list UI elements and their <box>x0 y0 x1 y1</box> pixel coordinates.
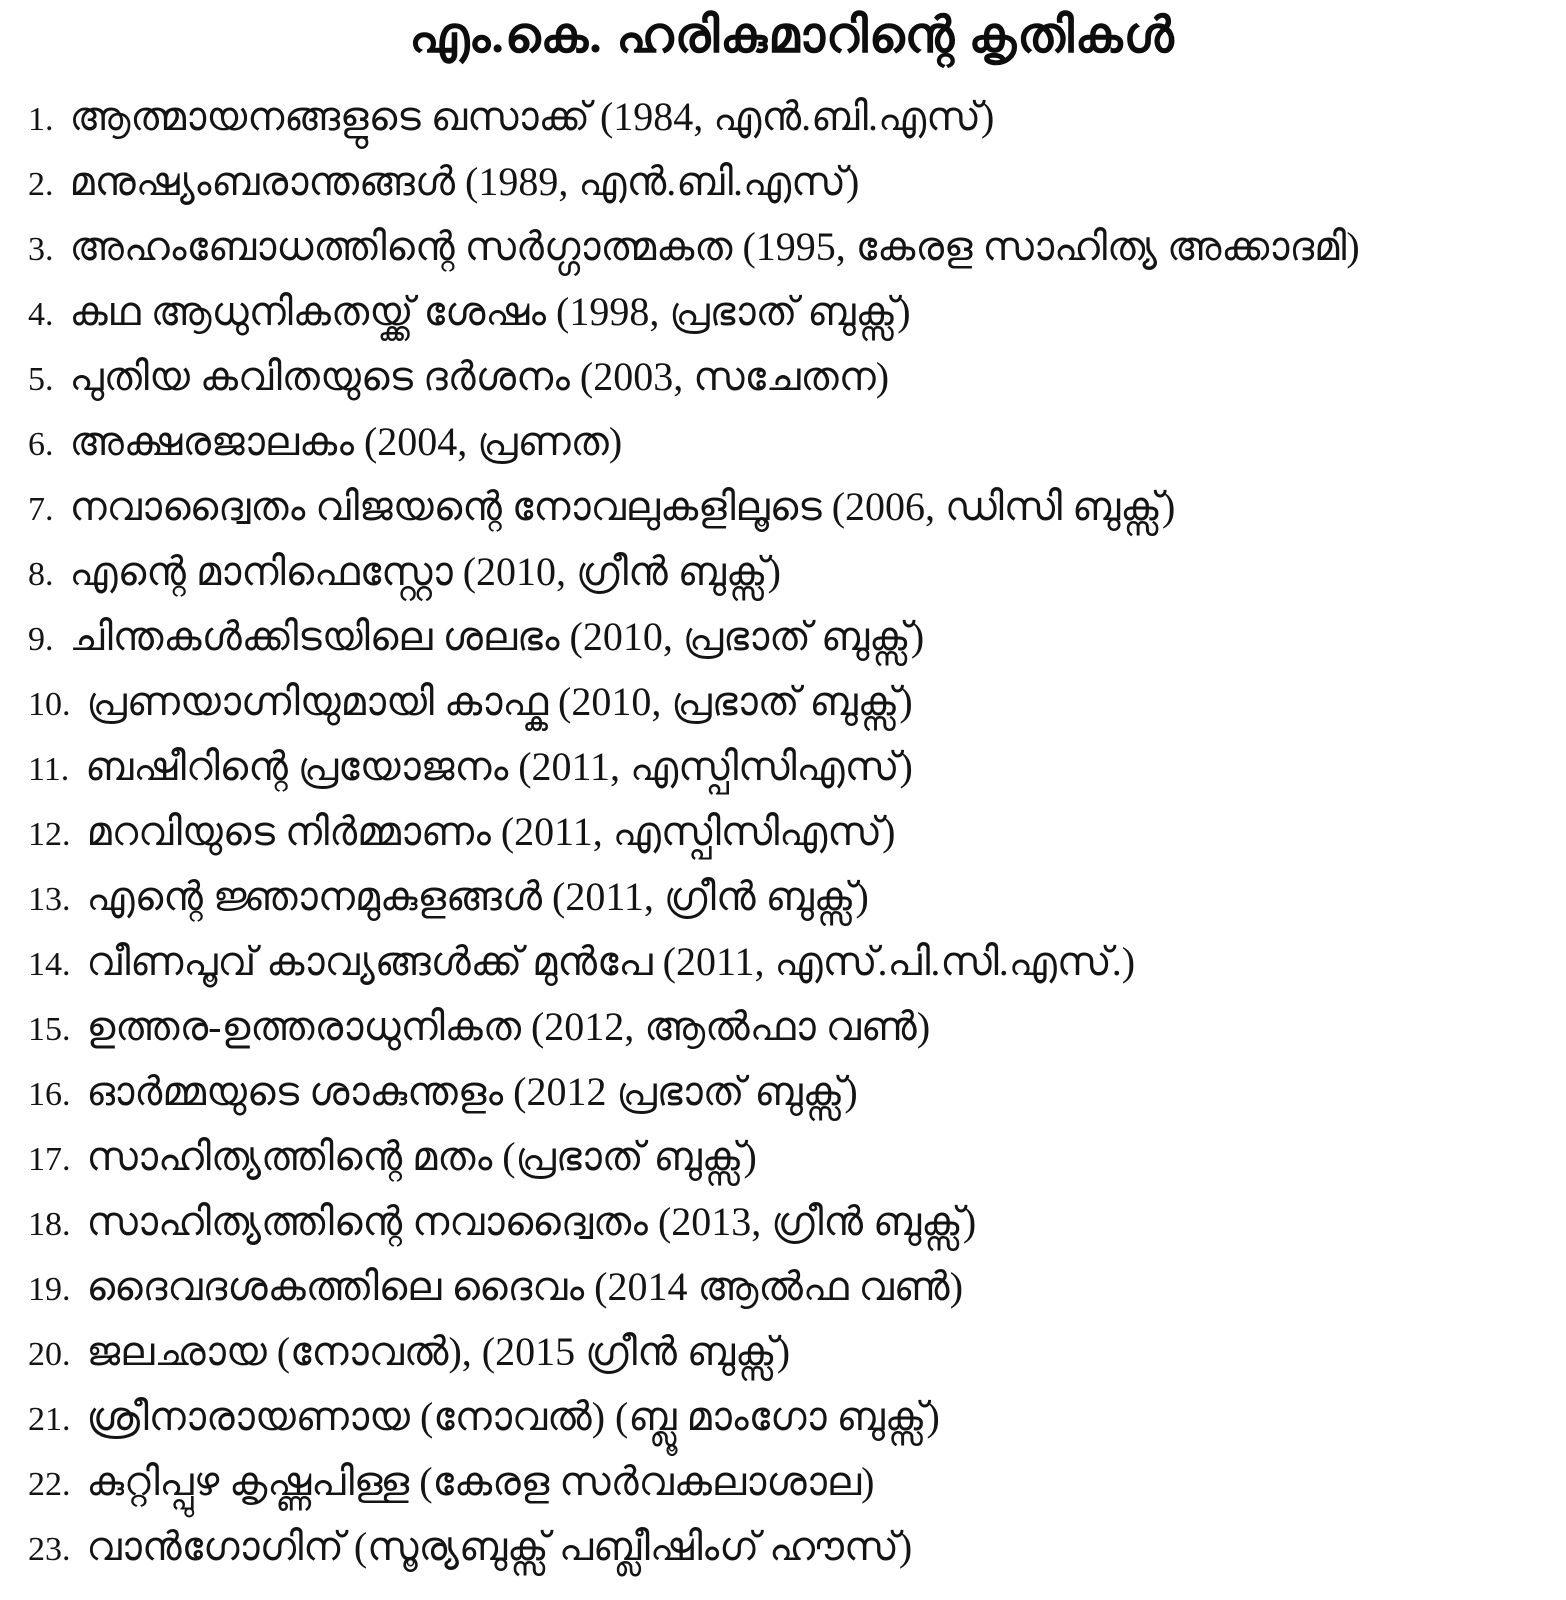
item-number: 3. <box>28 231 54 268</box>
item-number: 20. <box>28 1336 71 1373</box>
item-text: വീണപൂവ് കാവ്യങ്ങൾക്ക് മുൻപേ (2011, എസ്.പി.സി.എസ്.) <box>86 939 1136 984</box>
item-text: പ്രണയാഗ്നിയുമായി കാഫ്ക (2010, പ്രഭാത് ബുക്സ്) <box>86 679 913 724</box>
item-text: ചിന്തകൾക്കിടയിലെ ശലഭം (2010, പ്രഭാത് ബുക്സ്) <box>69 614 925 659</box>
item-number: 9. <box>28 621 54 658</box>
list-item <box>28 160 1556 204</box>
list-item <box>28 485 1556 529</box>
item-text: ജലഛായ (നോവൽ), (2015 ഗ്രീൻ ബുക്സ്) <box>86 1329 791 1374</box>
item-text: നവാദ്വൈതം വിജയന്റെ നോവലുകളിലൂടെ (2006, ഡിസി ബുക്സ്) <box>69 484 1176 529</box>
item-number: 16. <box>28 1076 71 1113</box>
list-item <box>28 615 1556 659</box>
list-item <box>28 95 1556 139</box>
list-item <box>28 1070 1556 1114</box>
list-item <box>28 1265 1556 1309</box>
item-text: സാഹിത്യത്തിന്റെ നവാദ്വൈതം (2013, ഗ്രീൻ ബുക്സ്) <box>86 1199 977 1244</box>
item-text: ഉത്തര-ഉത്തരാധുനികത (2012, ആൽഫാ വൺ) <box>86 1004 931 1049</box>
list-item <box>28 745 1556 789</box>
item-text: ദൈവദശകത്തിലെ ദൈവം (2014 ആൽഫ വൺ) <box>86 1264 964 1309</box>
list-item <box>28 550 1556 594</box>
item-text: പുതിയ കവിതയുടെ ദർശനം (2003, സചേതന) <box>69 354 890 399</box>
page-title: എം.കെ. ഹരികുമാറിന്റെ കൃതികൾ <box>409 7 1175 63</box>
item-number: 5. <box>28 361 54 398</box>
list-item <box>28 1460 1556 1504</box>
item-number: 4. <box>28 296 54 333</box>
item-text: അക്ഷരജാലകം (2004, പ്രണത) <box>69 419 623 464</box>
list-item <box>28 810 1556 854</box>
item-number: 21. <box>28 1401 71 1438</box>
item-text: കുറ്റിപ്പുഴ കൃഷ്ണപിള്ള (കേരള സർവകലാശാല) <box>86 1459 875 1504</box>
item-text: എന്റെ ജ്ഞാനമുകുളങ്ങൾ (2011, ഗ്രീൻ ബുക്സ്) <box>86 874 869 919</box>
item-number: 1. <box>28 101 54 138</box>
item-number: 17. <box>28 1141 71 1178</box>
list-item <box>28 875 1556 919</box>
item-number: 10. <box>28 686 71 723</box>
list-item <box>28 225 1556 269</box>
item-number: 7. <box>28 491 54 528</box>
item-number: 15. <box>28 1011 71 1048</box>
item-text: ആത്മായനങ്ങളുടെ ഖസാക്ക് (1984, എൻ.ബി.എസ്) <box>69 94 995 139</box>
item-number: 12. <box>28 816 71 853</box>
item-number: 19. <box>28 1271 71 1308</box>
item-number: 2. <box>28 166 54 203</box>
item-number: 14. <box>28 946 71 983</box>
item-number: 8. <box>28 556 54 593</box>
list-item <box>28 1525 1556 1569</box>
list-item <box>28 355 1556 399</box>
item-text: എന്റെ മാനിഫെസ്റ്റോ (2010, ഗ്രീൻ ബുക്സ്) <box>69 549 781 594</box>
item-text: കഥ ആധുനികതയ്ക്ക് ശേഷം (1998, പ്രഭാത് ബുക്സ്) <box>69 289 911 334</box>
item-number: 22. <box>28 1466 71 1503</box>
item-text: സാഹിത്യത്തിന്റെ മതം (പ്രഭാത് ബുക്സ്) <box>86 1134 757 1179</box>
list-item <box>28 680 1556 724</box>
list-item <box>28 290 1556 334</box>
item-number: 13. <box>28 881 71 918</box>
item-number: 23. <box>28 1531 71 1568</box>
list-item <box>28 1200 1556 1244</box>
item-number: 18. <box>28 1206 71 1243</box>
item-text: അഹംബോധത്തിന്റെ സർഗ്ഗാത്മകത (1995, കേരള സാഹിത്യ അക്കാദമി) <box>69 224 1360 269</box>
list-item <box>28 420 1556 464</box>
item-text: വാൻഗോഗിന് (സൂര്യബുക്സ് പബ്ലീഷിംഗ് ഹൗസ്) <box>86 1524 913 1569</box>
works-list <box>28 95 1556 1569</box>
list-item <box>28 940 1556 984</box>
item-text: ഓർമ്മയുടെ ശാകുന്തളം (2012 പ്രഭാത് ബുക്സ്) <box>86 1069 858 1114</box>
list-item <box>28 1330 1556 1374</box>
list-item <box>28 1005 1556 1049</box>
item-text: മറവിയുടെ നിർമ്മാണം (2011, എസ്പിസിഎസ്) <box>86 809 896 854</box>
item-number: 6. <box>28 426 54 463</box>
item-text: ശ്രീനാരായണായ (നോവൽ) (ബ്ലൂ മാംഗോ ബുക്സ്) <box>86 1394 940 1439</box>
item-text: മനുഷ്യംബരാന്തങ്ങൾ (1989, എൻ.ബി.എസ്) <box>69 159 860 204</box>
list-item <box>28 1395 1556 1439</box>
list-item <box>28 1135 1556 1179</box>
item-text: ബഷീറിന്റെ പ്രയോജനം (2011, എസ്പിസിഎസ്) <box>85 744 913 789</box>
item-number: 11. <box>28 751 70 788</box>
